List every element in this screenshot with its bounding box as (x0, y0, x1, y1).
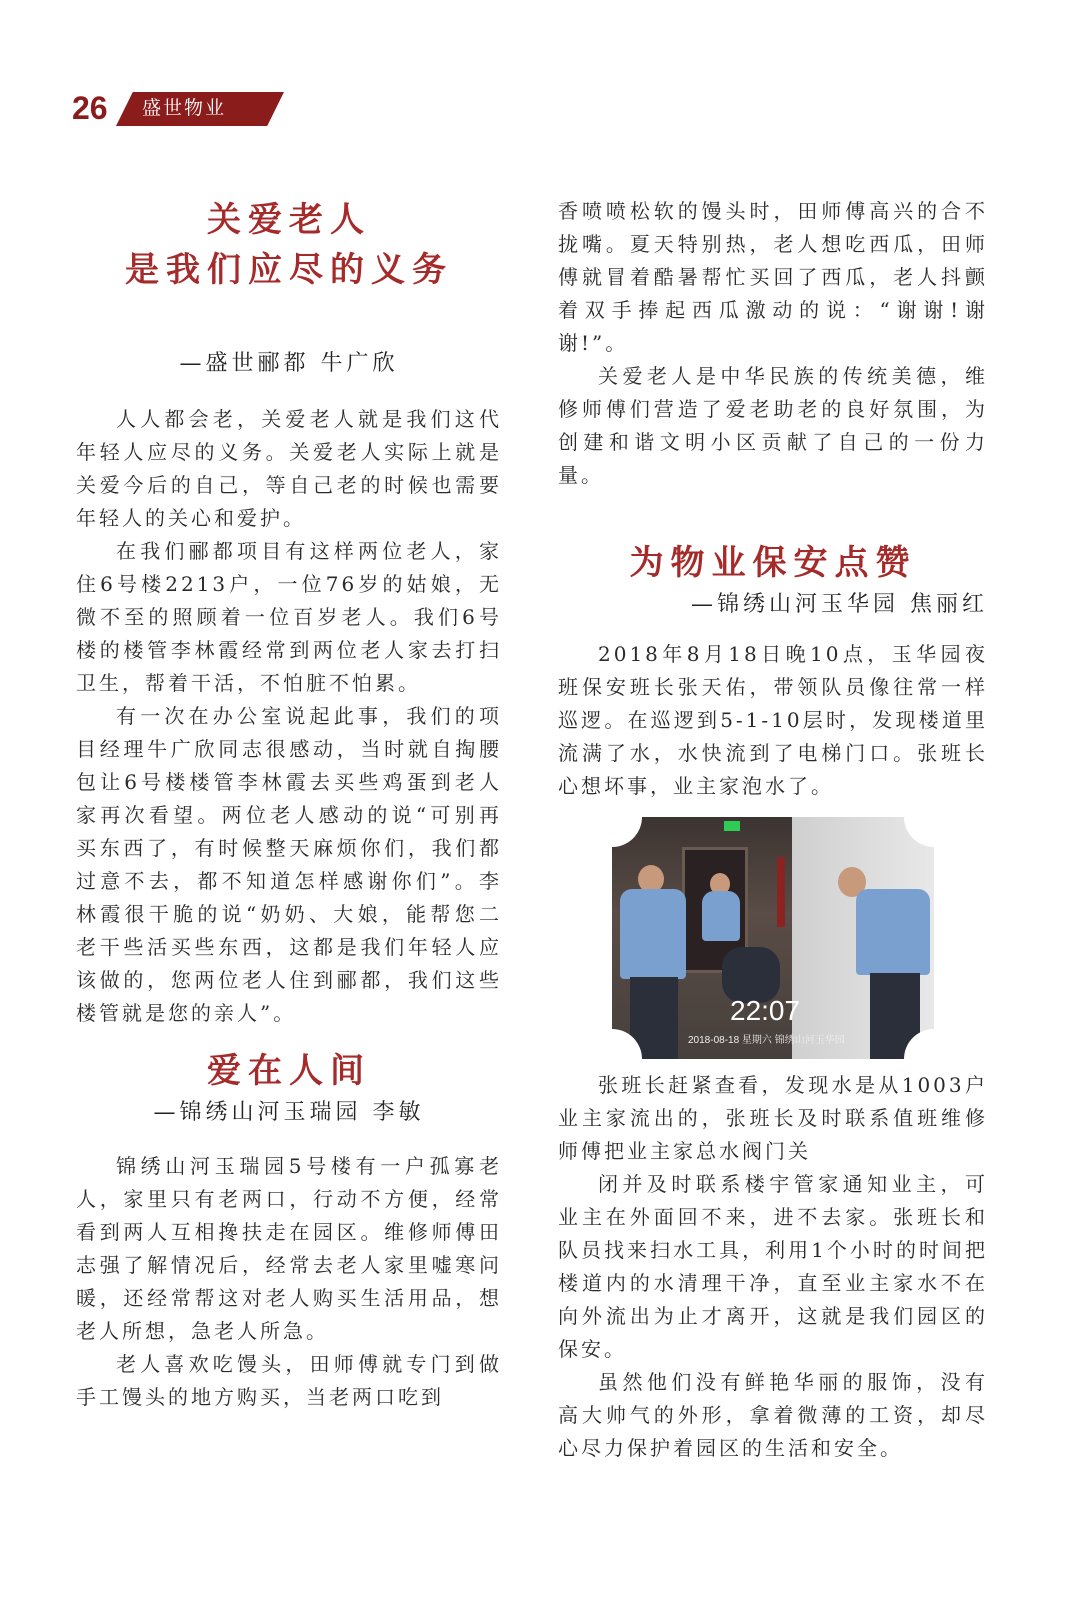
article2-continued-paragraph: 香喷喷松软的馒头时，田师傅高兴的合不拢嘴。夏天特别热，老人想吃西瓜，田师傅就冒着酷暑帮忙买回了西瓜，老人抖颤着双手捧起西瓜激动的说：“谢谢!谢谢!”。 (558, 199, 988, 355)
article1-paragraph: 在我们郦都项目有这样两位老人，家住6号楼2213户，一位76岁的姑娘，无微不至的照顾着一位百岁老人。我们6号楼的楼管李林霞经常到两位老人家去打扫卫生，帮着干活，不怕脏不怕累。 (76, 539, 502, 695)
photo-timestamp-time: 22:07 (730, 995, 801, 1026)
article3-title: 为物业保安点赞 (629, 543, 917, 583)
guard-figure (620, 889, 686, 979)
article2-paragraph: 锦绣山河玉瑞园5号楼有一户孤寡老人，家里只有老两口，行动不方便，经常看到两人互相搀扶走在园区。维修师傅田志强了解情况后，经常去老人家里嘘寒问暖，还经常帮这对老人购买生活用品，想老人所想，急老人所急。 (76, 1154, 502, 1343)
article1-paragraph: 人人都会老，关爱老人就是我们这代年轻人应尽的义务。关爱老人实际上就是关爱今后的自己，等自己老的时候也需要年轻人的关心和爱护。 (76, 407, 502, 530)
article1-title-line1: 关爱老人 (207, 200, 371, 240)
article3-paragraph: 张班长赶紧查看，发现水是从1003户业主家流出的，张班长及时联系值班维修师傅把业主家总水阀门关 (558, 1073, 988, 1163)
article2-paragraph: 老人喜欢吃馒头，田师傅就专门到做手工馒头的地方购买，当老两口吃到 (76, 1352, 502, 1409)
guard-figure (702, 891, 740, 941)
exit-sign (724, 821, 740, 831)
page-number: 26 (72, 90, 108, 126)
article1-byline: —盛世郦都 牛广欣 (179, 351, 399, 376)
article3-paragraph: 2018年8月18日晚10点，玉华园夜班保安班长张天佑，带领队员像往常一样巡逻。在巡逻到5-1-10层时，发现楼道里流满了水，水快流到了电梯门口。张班长心想坏事，业主家泡水了。 (558, 642, 988, 798)
guard-figure (856, 889, 930, 975)
article1-title-line2: 是我们应尽的义务 (125, 250, 453, 290)
security-guards-photo (612, 817, 934, 1059)
article3-paragraph: 闭并及时联系楼宇管家通知业主，可业主在外面回不来，进不去家。张班长和队员找来扫水工具，利用1个小时的时间把楼道内的水清理干净，直至业主家水不在向外流出为止才离开，这就是我们园区的保安。 (558, 1172, 988, 1361)
right-column (558, 195, 988, 1465)
article2-title: 爱在人间 (207, 1051, 371, 1091)
article2-continued-paragraph: 关爱老人是中华民族的传统美德，维修师傅们营造了爱老助老的良好氛围，为创建和谐文明小区贡献了自己的一份力量。 (558, 364, 988, 487)
article2-byline: —锦绣山河玉瑞园 李敏 (153, 1100, 425, 1125)
article1-paragraph: 有一次在办公室说起此事，我们的项目经理牛广欣同志很感动，当时就自掏腰包让6号楼楼管李林霞去买些鸡蛋到老人家再次看望。两位老人感动的说“可别再买东西了，有时候整天麻烦你们，我们都过意不去，都不知道怎样感谢你们”。李林霞很干脆的说“奶奶、大娘，能帮您二老干些活买些东西，这都是我们年轻人应该做的，您两位老人住到郦都，我们这些楼管就是您的亲人”。 (76, 704, 502, 1025)
photo-timestamp-date: 2018-08-18 星期六 锦绣山河玉华园 (688, 1035, 845, 1046)
article3-byline: —锦绣山河玉华园 焦丽红 (691, 592, 988, 617)
page-header (72, 88, 292, 128)
article3-paragraph: 虽然他们没有鲜艳华丽的服饰，没有高大帅气的外形，拿着微薄的工资，却尽心尽力保护着园区的生活和安全。 (558, 1370, 988, 1460)
left-column (76, 195, 502, 1414)
section-title: 盛世物业 (142, 97, 227, 119)
